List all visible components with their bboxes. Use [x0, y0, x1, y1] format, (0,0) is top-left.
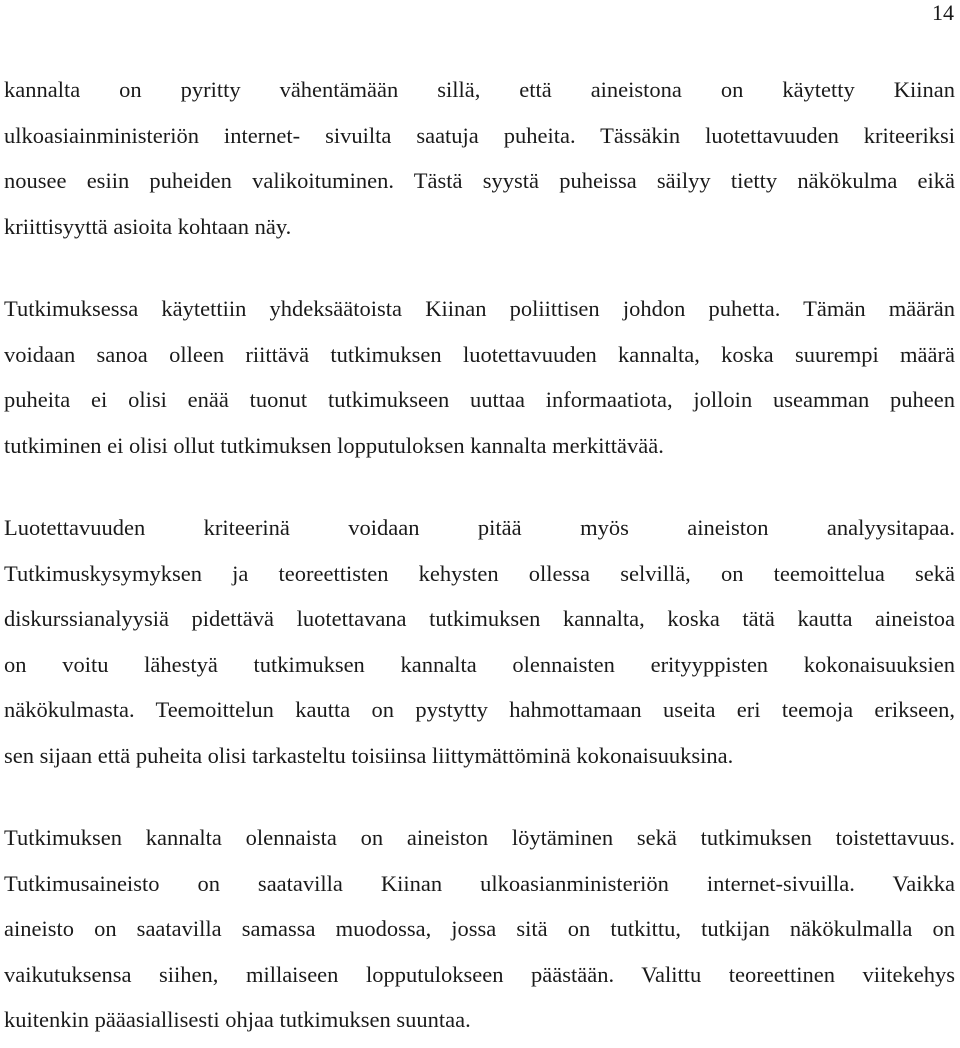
text-line: kriittisyyttä asioita kohtaan näy. — [4, 213, 292, 239]
text-line: diskurssianalyysiä pidettävä luotettavana tutkimuksen kannalta, koska tätä kautta aineistoa — [4, 606, 955, 631]
text-line: on voitu lähestyä tutkimuksen kannalta olennaisten erityyppisten kokonaisuuksien — [4, 651, 955, 677]
text-line: aineisto on saatavilla samassa muodossa, jossa sitä on tutkittu, tutkijan näkökulmalla on — [4, 916, 955, 941]
text-line: Tutkimuksen kannalta olennaista on aineiston löytäminen sekä tutkimuksen toistettavuus. — [4, 825, 955, 850]
text-line: Tutkimuskysymyksen ja teoreettisten kehysten ollessa selvillä, on teemoittelua sekä — [4, 560, 955, 586]
paragraph-1 — [4, 67, 955, 249]
text-line: ulkoasiainministeriön internet- sivuilta saatuja puheita. Tässäkin luotettavuuden kriteeriksi — [4, 122, 955, 148]
document-body — [4, 67, 955, 1043]
text-line: kannalta on pyritty vähentämään sillä, että aineistona on käytetty Kiinan — [4, 77, 955, 102]
text-line: nousee esiin puheiden valikoituminen. Tästä syystä puheissa säilyy tietty näkökulma eikä — [4, 168, 955, 193]
page-number: 14 — [932, 0, 954, 25]
paragraph-3 — [4, 505, 955, 778]
text-line: Luotettavuuden kriteerinä voidaan pitää myös aineiston analyysitapaa. — [4, 515, 955, 540]
paragraph-4 — [4, 815, 955, 1043]
text-line: Tutkimusaineisto on saatavilla Kiinan ulkoasianministeriön internet-sivuilla. Vaikka — [4, 870, 955, 896]
text-line: tutkiminen ei olisi ollut tutkimuksen lopputuloksen kannalta merkittävää. — [4, 432, 664, 458]
text-line: voidaan sanoa olleen riittävä tutkimuksen luotettavuuden kannalta, koska suurempi määrä — [4, 341, 955, 367]
text-line: kuitenkin pääasiallisesti ohjaa tutkimuksen suuntaa. — [4, 1007, 471, 1032]
text-line: puheita ei olisi enää tuonut tutkimukseen uuttaa informaatiota, jolloin useamman puheen — [4, 387, 955, 412]
text-line: Tutkimuksessa käytettiin yhdeksäätoista Kiinan poliittisen johdon puhetta. Tämän määrän — [4, 296, 955, 321]
text-line: näkökulmasta. Teemoittelun kautta on pystytty hahmottamaan useita eri teemoja erikseen, — [4, 697, 955, 722]
text-line: sen sijaan että puheita olisi tarkasteltu toisiinsa liittymättöminä kokonaisuuksina. — [4, 742, 734, 768]
text-line: vaikutuksensa siihen, millaiseen lopputulokseen päästään. Valittu teoreettinen viitekehys — [4, 961, 955, 987]
paragraph-2 — [4, 286, 955, 468]
